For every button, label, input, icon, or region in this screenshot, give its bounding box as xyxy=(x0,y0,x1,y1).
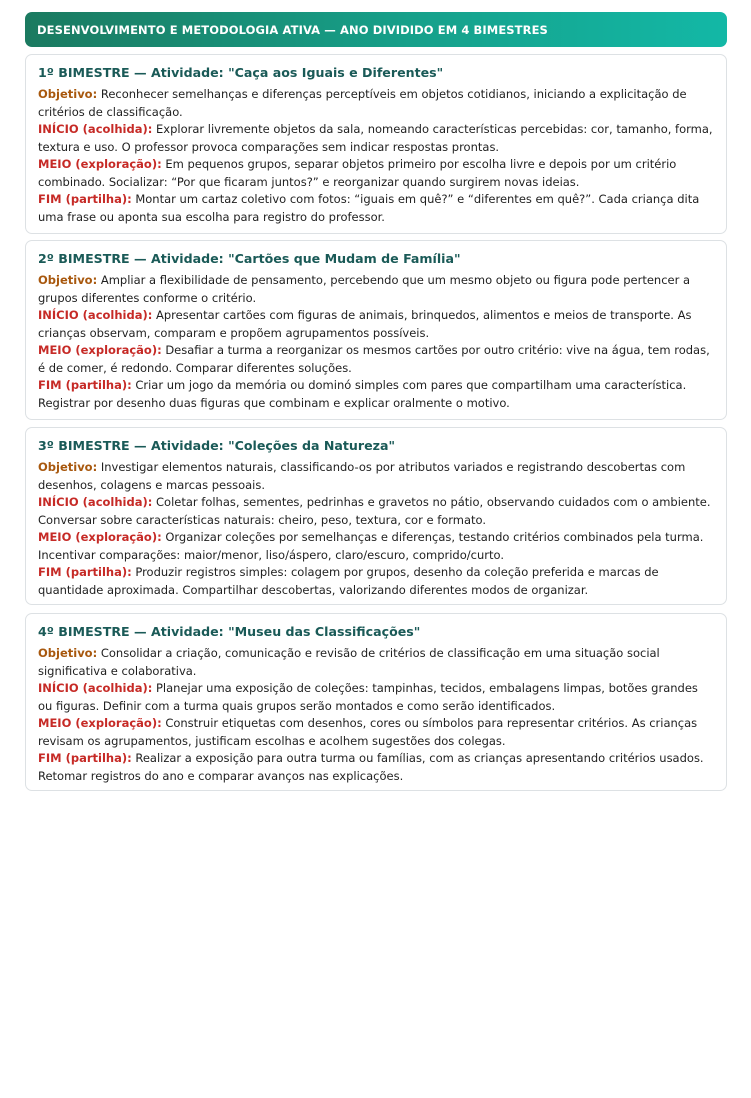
meio-paragraph xyxy=(38,342,715,377)
inicio-paragraph xyxy=(38,680,715,715)
meio-paragraph xyxy=(38,529,715,564)
objetivo-label: Objetivo: xyxy=(38,87,98,101)
fim-text: Produzir registros simples: colagem por grupos, desenho da coleção preferida e marcas de quantidade aproximada. Compartilhar descobertas, valorizando diferentes modos de organizar. xyxy=(38,565,659,597)
meio-text: Construir etiquetas com desenhos, cores ou símbolos para representar critérios. As crianças revisam os agrupamentos, justificam escolhas e acolhem sugestões dos colegas. xyxy=(38,716,698,748)
bimestre-card-4 xyxy=(25,613,727,791)
bimestre-card-2 xyxy=(25,240,727,420)
card-title: 2º BIMESTRE — Atividade: "Cartões que Mudam de Família" xyxy=(38,251,461,266)
fim-label: FIM (partilha): xyxy=(38,192,132,206)
header-bar xyxy=(25,12,727,47)
fim-paragraph xyxy=(38,191,715,226)
fim-text: Montar um cartaz coletivo com fotos: “iguais em quê?” e “diferentes em quê?”. Cada criança dita uma frase ou aponta sua escolha para registro do professor. xyxy=(38,192,700,224)
objetivo-paragraph xyxy=(38,645,715,680)
inicio-label: INÍCIO (acolhida): xyxy=(38,681,153,695)
card-title: 1º BIMESTRE — Atividade: "Caça aos Iguais e Diferentes" xyxy=(38,65,444,80)
card-title: 4º BIMESTRE — Atividade: "Museu das Classificações" xyxy=(38,624,421,639)
meio-label: MEIO (exploração): xyxy=(38,716,162,730)
objetivo-paragraph xyxy=(38,272,715,307)
fim-text: Criar um jogo da memória ou dominó simples com pares que compartilham uma característica. Registrar por desenho duas figuras que combinam e explicar oralmente o motivo. xyxy=(38,378,687,410)
objetivo-text: Consolidar a criação, comunicação e revisão de critérios de classificação em uma situação social significativa e colaborativa. xyxy=(38,646,660,678)
meio-label: MEIO (exploração): xyxy=(38,157,162,171)
objetivo-paragraph xyxy=(38,459,715,494)
objetivo-text: Ampliar a flexibilidade de pensamento, percebendo que um mesmo objeto ou figura pode pertencer a grupos diferentes conforme o critério. xyxy=(38,273,691,305)
meio-paragraph xyxy=(38,156,715,191)
bimestre-card-3 xyxy=(25,427,727,605)
inicio-text: Apresentar cartões com figuras de animais, brinquedos, alimentos e meios de transporte. As crianças observam, comparam e propõem agrupamentos possíveis. xyxy=(38,308,692,340)
meio-paragraph xyxy=(38,715,715,750)
meio-text: Em pequenos grupos, separar objetos primeiro por escolha livre e depois por um critério combinado. Socializar: “Por que ficaram juntos?” e reorganizar quando surgirem novas ideias. xyxy=(38,157,677,189)
inicio-text: Explorar livremente objetos da sala, nomeando características percebidas: cor, tamanho, forma, textura e uso. O professor provoca comparações sem indicar respostas prontas. xyxy=(38,122,713,154)
card-title: 3º BIMESTRE — Atividade: "Coleções da Natureza" xyxy=(38,438,396,453)
fim-paragraph xyxy=(38,377,715,412)
fim-label: FIM (partilha): xyxy=(38,378,132,392)
fim-paragraph xyxy=(38,750,715,785)
meio-text: Desafiar a turma a reorganizar os mesmos cartões por outro critério: vive na água, tem rodas, é de comer, é redondo. Comparar diferentes soluções. xyxy=(38,343,710,375)
inicio-paragraph xyxy=(38,121,715,156)
objetivo-label: Objetivo: xyxy=(38,646,98,660)
page-title: DESENVOLVIMENTO E METODOLOGIA ATIVA — ANO DIVIDIDO EM 4 BIMESTRES xyxy=(37,22,548,37)
fim-paragraph xyxy=(38,564,715,599)
objetivo-paragraph xyxy=(38,86,715,121)
meio-label: MEIO (exploração): xyxy=(38,343,162,357)
objetivo-text: Investigar elementos naturais, classificando-os por atributos variados e registrando descobertas com desenhos, colagens e marcas pessoais. xyxy=(38,460,686,492)
inicio-label: INÍCIO (acolhida): xyxy=(38,495,153,509)
inicio-text: Planejar uma exposição de coleções: tampinhas, tecidos, embalagens limpas, botões grandes ou figuras. Definir com a turma quais grupos serão montados e como serão identificados. xyxy=(38,681,698,713)
objetivo-text: Reconhecer semelhanças e diferenças perceptíveis em objetos cotidianos, iniciando a explicitação de critérios de classificação. xyxy=(38,87,687,119)
fim-label: FIM (partilha): xyxy=(38,751,132,765)
inicio-text: Coletar folhas, sementes, pedrinhas e gravetos no pátio, observando cuidados com o ambiente. Conversar sobre características naturais: cheiro, peso, textura, cor e formato. xyxy=(38,495,711,527)
inicio-paragraph xyxy=(38,494,715,529)
fim-label: FIM (partilha): xyxy=(38,565,132,579)
inicio-label: INÍCIO (acolhida): xyxy=(38,308,153,322)
objetivo-label: Objetivo: xyxy=(38,273,98,287)
meio-label: MEIO (exploração): xyxy=(38,530,162,544)
objetivo-label: Objetivo: xyxy=(38,460,98,474)
fim-text: Realizar a exposição para outra turma ou famílias, com as crianças apresentando critérios usados. Retomar registros do ano e comparar avanços nas explicações. xyxy=(38,751,704,783)
bimestre-card-1 xyxy=(25,54,727,234)
inicio-label: INÍCIO (acolhida): xyxy=(38,122,153,136)
inicio-paragraph xyxy=(38,307,715,342)
meio-text: Organizar coleções por semelhanças e diferenças, testando critérios combinados pela turma. Incentivar comparações: maior/menor, liso/áspero, claro/escuro, comprido/curto. xyxy=(38,530,704,562)
